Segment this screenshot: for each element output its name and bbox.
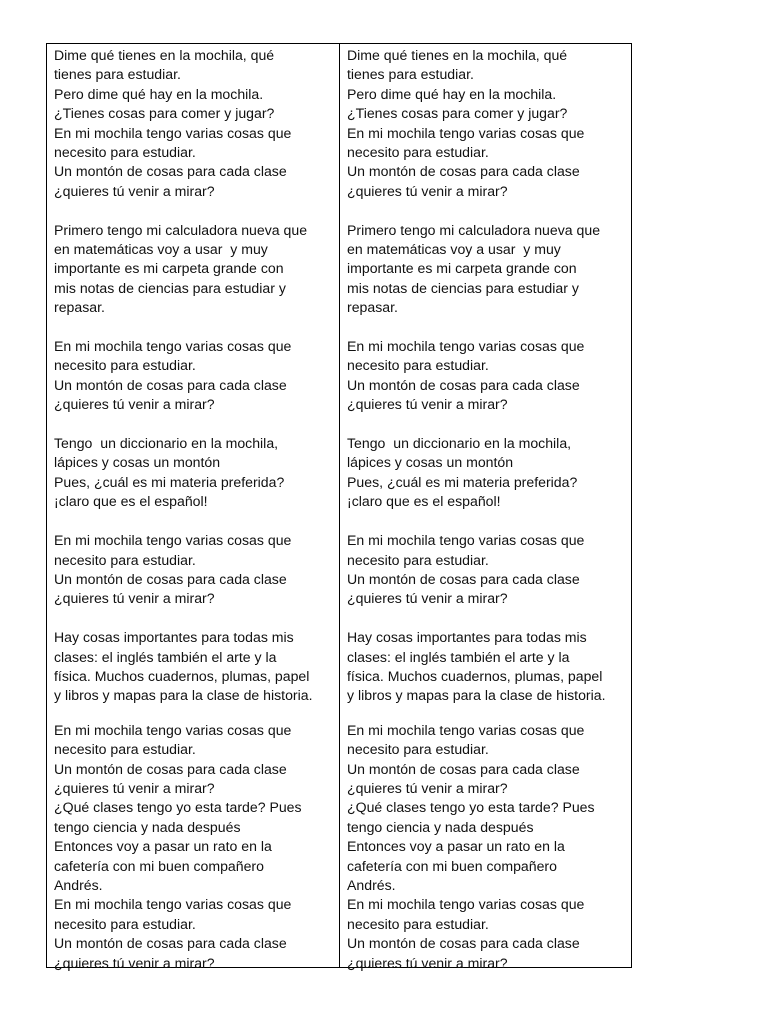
lyric-line: Entonces voy a pasar un rato en la — [54, 838, 272, 855]
lyric-line: repasar. — [347, 299, 398, 316]
lyric-line: Un montón de cosas para cada clase — [347, 760, 580, 777]
lyric-line: repasar. — [54, 299, 105, 316]
lyric-line: Pues, ¿cuál es mi materia preferida? — [54, 473, 285, 490]
lyric-line: y libros y mapas para la clase de historia. — [347, 687, 606, 704]
lyric-line: ¿Tienes cosas para comer y jugar? — [347, 105, 568, 122]
lyric-line: ¡claro que es el español! — [347, 493, 501, 510]
lyric-line: ¿quieres tú venir a mirar? — [54, 779, 215, 796]
lyric-line: Hay cosas importantes para todas mis — [54, 629, 294, 646]
lyric-line: En mi mochila tengo varias cosas que — [347, 721, 585, 738]
lyric-line: ¿quieres tú venir a mirar? — [347, 590, 508, 607]
lyric-line: y libros y mapas para la clase de historia. — [54, 687, 313, 704]
lyric-line: Tengo un diccionario en la mochila, — [54, 435, 279, 452]
lyric-line: Pero dime qué hay en la mochila. — [347, 85, 557, 102]
lyric-line: mis notas de ciencias para estudiar y — [54, 279, 286, 296]
lyric-line: Dime qué tienes en la mochila, qué — [347, 47, 568, 63]
lyric-line: En mi mochila tengo varias cosas que — [347, 896, 585, 913]
stanza — [54, 531, 331, 609]
lyric-line: clases: el inglés también el arte y la — [54, 648, 277, 665]
lyric-line: ¿quieres tú venir a mirar? — [54, 396, 215, 413]
lyric-line: necesito para estudiar. — [347, 144, 489, 161]
lyric-line: en matemáticas voy a usar y muy — [347, 241, 561, 258]
lyric-line: necesito para estudiar. — [54, 741, 196, 758]
lyric-line: En mi mochila tengo varias cosas que — [347, 532, 585, 549]
lyric-line: ¿Qué clases tengo yo esta tarde? Pues — [347, 799, 595, 816]
lyric-line: importante es mi carpeta grande con — [347, 260, 577, 277]
stanza — [347, 628, 623, 706]
lyric-line: En mi mochila tengo varias cosas que — [54, 896, 292, 913]
lyric-line: lápices y cosas un montón — [347, 454, 514, 471]
lyric-line: ¿quieres tú venir a mirar? — [347, 779, 508, 796]
stanza — [347, 337, 623, 415]
lyric-line: ¿quieres tú venir a mirar? — [347, 182, 508, 199]
lyric-line: tienes para estudiar. — [54, 66, 181, 83]
stanza — [347, 721, 623, 973]
lyric-line: necesito para estudiar. — [347, 357, 489, 374]
lyric-line: Andrés. — [54, 876, 103, 893]
lyric-line: tengo ciencia y nada después — [54, 818, 241, 835]
lyric-line: necesito para estudiar. — [54, 144, 196, 161]
left-column — [47, 44, 339, 971]
lyric-line: necesito para estudiar. — [54, 551, 196, 568]
lyric-line: Un montón de cosas para cada clase — [54, 163, 287, 180]
lyric-line: Un montón de cosas para cada clase — [54, 935, 287, 952]
stanza — [347, 531, 623, 609]
lyric-line: Primero tengo mi calculadora nueva que — [347, 221, 601, 238]
lyric-line: Primero tengo mi calculadora nueva que — [54, 221, 308, 238]
stanza — [54, 628, 331, 706]
lyric-line: Entonces voy a pasar un rato en la — [347, 838, 565, 855]
stanza — [54, 721, 331, 973]
lyric-line: En mi mochila tengo varias cosas que — [54, 338, 292, 355]
lyric-line: clases: el inglés también el arte y la — [347, 648, 570, 665]
lyric-line: necesito para estudiar. — [54, 915, 196, 932]
lyric-line: ¿Tienes cosas para comer y jugar? — [54, 105, 275, 122]
lyric-line: En mi mochila tengo varias cosas que — [54, 721, 292, 738]
stanza — [54, 221, 331, 318]
lyric-line: Pero dime qué hay en la mochila. — [54, 85, 264, 102]
lyric-line: ¿quieres tú venir a mirar? — [54, 590, 215, 607]
lyric-line: Tengo un diccionario en la mochila, — [347, 435, 572, 452]
lyric-line: Dime qué tienes en la mochila, qué — [54, 47, 275, 63]
lyric-line: lápices y cosas un montón — [54, 454, 221, 471]
lyric-line: Un montón de cosas para cada clase — [54, 570, 287, 587]
stanza — [54, 434, 331, 512]
stanza — [54, 337, 331, 415]
stanza — [347, 46, 623, 201]
lyric-line: física. Muchos cuadernos, plumas, papel — [54, 667, 310, 684]
lyric-line: necesito para estudiar. — [347, 551, 489, 568]
right-column — [339, 44, 631, 971]
lyric-line: ¿Qué clases tengo yo esta tarde? Pues — [54, 799, 302, 816]
lyric-line: Andrés. — [347, 876, 396, 893]
lyric-line: En mi mochila tengo varias cosas que — [347, 338, 585, 355]
lyric-line: En mi mochila tengo varias cosas que — [54, 532, 292, 549]
lyric-line: ¡claro que es el español! — [54, 493, 208, 510]
lyrics-table — [46, 43, 632, 971]
lyric-line: en matemáticas voy a usar y muy — [54, 241, 268, 258]
lyric-line: Un montón de cosas para cada clase — [347, 570, 580, 587]
lyric-line: ¿quieres tú venir a mirar? — [347, 396, 508, 413]
lyric-line: necesito para estudiar. — [54, 357, 196, 374]
lyric-line: Pues, ¿cuál es mi materia preferida? — [347, 473, 578, 490]
lyric-line: mis notas de ciencias para estudiar y — [347, 279, 579, 296]
lyric-line: cafetería con mi buen compañero — [347, 857, 557, 874]
lyric-line: importante es mi carpeta grande con — [54, 260, 284, 277]
lyric-line: Un montón de cosas para cada clase — [54, 376, 287, 393]
lyric-line: cafetería con mi buen compañero — [54, 857, 264, 874]
lyric-line: ¿quieres tú venir a mirar? — [347, 954, 508, 971]
lyric-line: Un montón de cosas para cada clase — [347, 935, 580, 952]
lyric-line: física. Muchos cuadernos, plumas, papel — [347, 667, 603, 684]
lyric-line: Hay cosas importantes para todas mis — [347, 629, 587, 646]
stanza — [54, 46, 331, 201]
lyric-line: tengo ciencia y nada después — [347, 818, 534, 835]
lyric-line: ¿quieres tú venir a mirar? — [54, 182, 215, 199]
lyric-line: Un montón de cosas para cada clase — [54, 760, 287, 777]
lyric-line: En mi mochila tengo varias cosas que — [347, 124, 585, 141]
lyric-line: ¿quieres tú venir a mirar? — [54, 954, 215, 971]
lyric-line: Un montón de cosas para cada clase — [347, 163, 580, 180]
lyric-line: necesito para estudiar. — [347, 915, 489, 932]
lyric-line: En mi mochila tengo varias cosas que — [54, 124, 292, 141]
lyric-line: Un montón de cosas para cada clase — [347, 376, 580, 393]
stanza — [347, 434, 623, 512]
lyric-line: tienes para estudiar. — [347, 66, 474, 83]
lyric-line: necesito para estudiar. — [347, 741, 489, 758]
stanza — [347, 221, 623, 318]
